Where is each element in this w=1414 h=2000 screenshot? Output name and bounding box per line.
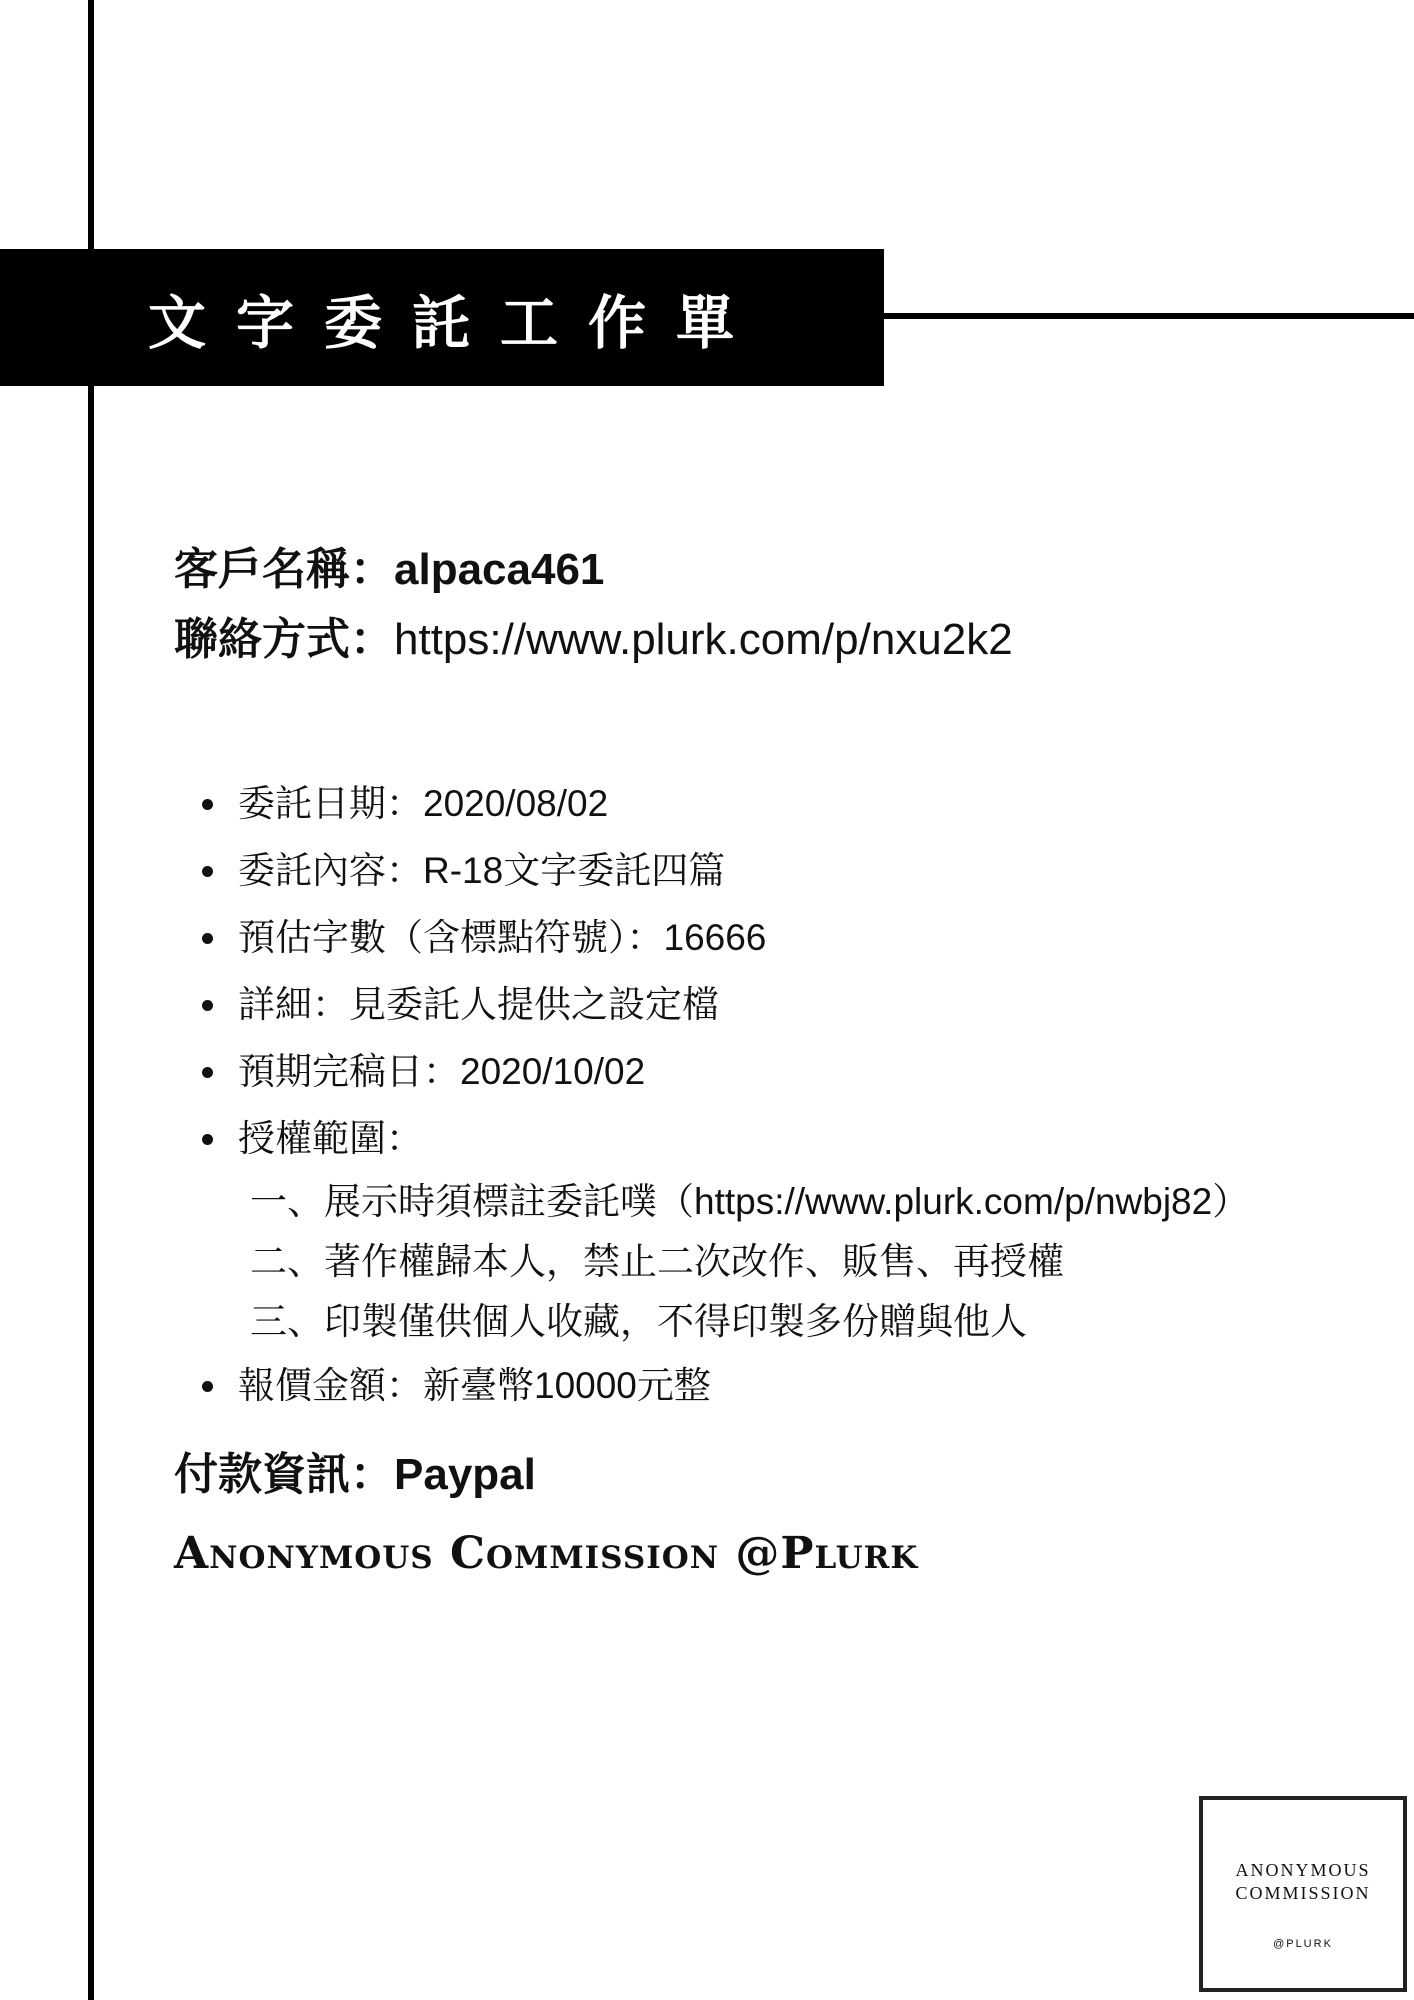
title-banner (0, 249, 884, 386)
license-term-3: 三、印製僅供個人收藏，不得印製多份贈與他人 (250, 1301, 1027, 1342)
payment-label: 付款資訊： (174, 1449, 394, 1500)
list-item-license (202, 1105, 1249, 1172)
bullet-icon (202, 1067, 213, 1078)
list-item-text: 預期完稿日：2020/10/02 (238, 1051, 646, 1092)
list-item-text: 詳細：見委託人提供之設定檔 (238, 984, 719, 1025)
list-item-date (202, 770, 1249, 837)
stamp-line-1: ANONYMOUS (1235, 1860, 1371, 1880)
stamp-line-3: @PLURK (1273, 1938, 1333, 1950)
title-horizontal-rule (884, 313, 1414, 319)
license-term-2: 二、著作權歸本人，禁止二次改作、販售、再授權 (250, 1241, 1064, 1282)
contact-value: https://www.plurk.com/p/nxu2k2 (394, 615, 1013, 664)
contact-row (174, 605, 1013, 675)
payment-info (174, 1440, 536, 1510)
list-item-word-count (202, 904, 1249, 971)
bullet-icon (202, 1000, 213, 1011)
bullet-icon (202, 1381, 213, 1392)
bullet-icon (202, 933, 213, 944)
brand-stamp-logo (1199, 1796, 1407, 1992)
contact-label: 聯絡方式： (174, 614, 394, 665)
list-item-text: 委託日期：2020/08/02 (238, 783, 609, 824)
client-name-value: alpaca461 (394, 545, 605, 594)
payment-value: Paypal (394, 1450, 536, 1499)
client-name-label: 客戶名稱： (174, 544, 394, 595)
bullet-icon (202, 866, 213, 877)
client-info (174, 535, 1013, 675)
commission-details-list (202, 770, 1249, 1419)
list-item-content (202, 837, 1249, 904)
list-item-text: 委託內容：R-18文字委託四篇 (238, 850, 726, 891)
list-item-text: 授權範圍： (238, 1118, 423, 1159)
stamp-line-2: COMMISSION (1235, 1883, 1371, 1903)
list-item-price (202, 1352, 1249, 1419)
client-name-row (174, 535, 1013, 605)
list-item-details (202, 971, 1249, 1038)
list-item-text: 預估字數（含標點符號）：16666 (238, 917, 767, 958)
bullet-icon (202, 799, 213, 810)
license-term-1: 一、展示時須標註委託噗（https://www.plurk.com/p/nwbj82） (250, 1181, 1250, 1222)
list-item-text: 報價金額：新臺幣10000元整 (238, 1365, 711, 1406)
brand-signature: Anonymous Commission @Plurk (174, 1528, 919, 1579)
list-item-due-date (202, 1038, 1249, 1105)
page-title: 文字委託工作單 (148, 288, 765, 357)
bullet-icon (202, 1134, 213, 1145)
